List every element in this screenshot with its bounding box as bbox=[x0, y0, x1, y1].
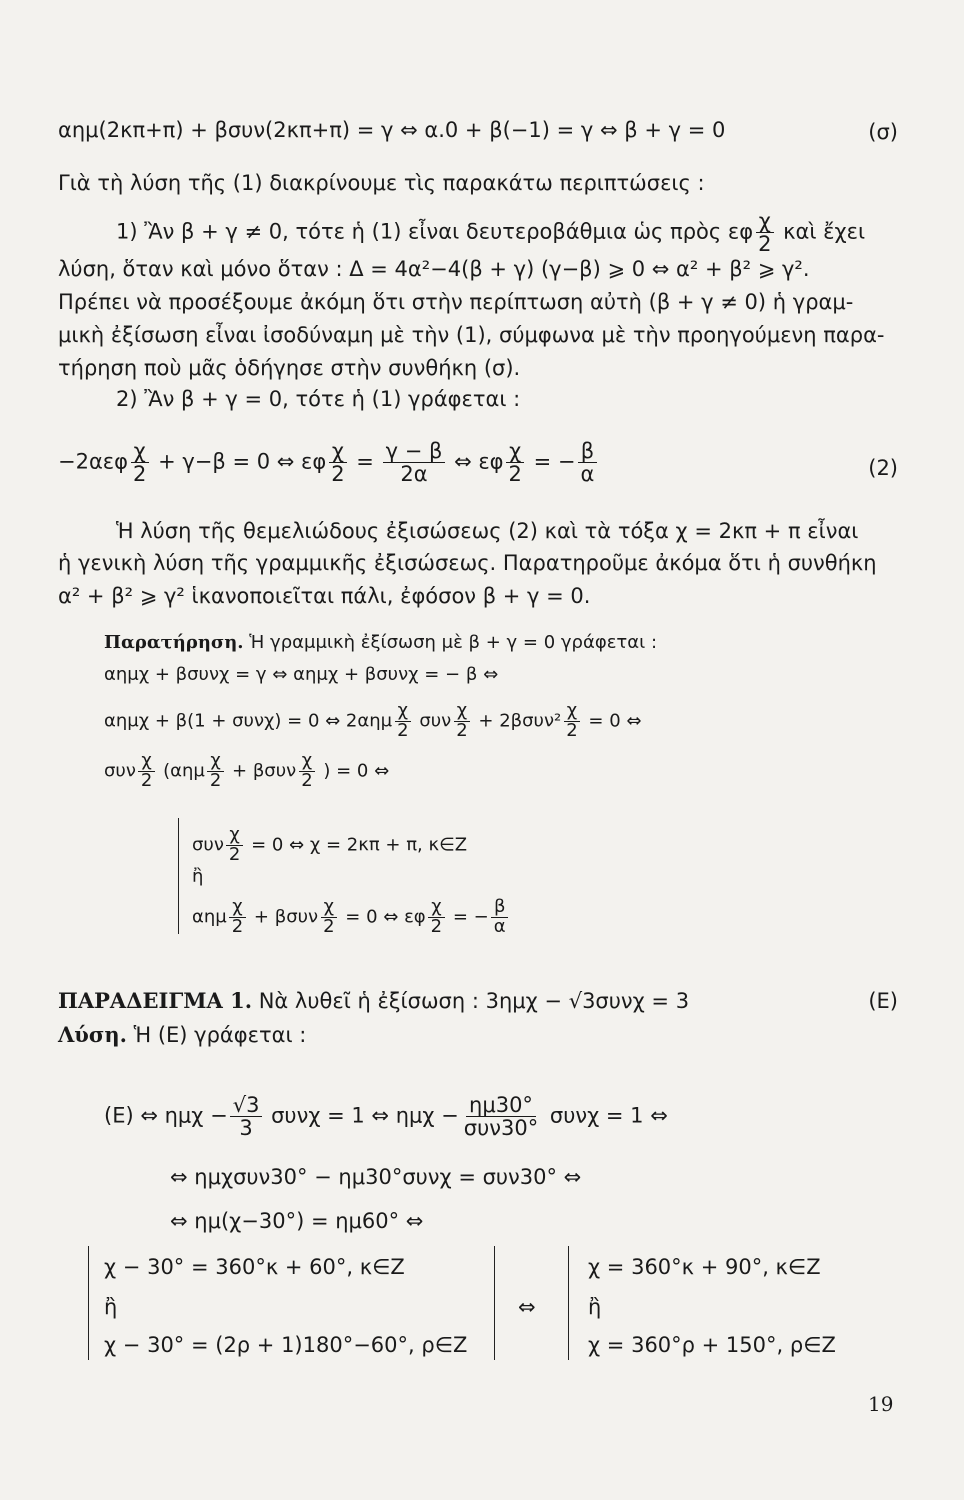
example-heading: ΠΑΡΑΔΕΙΓΜΑ 1. Νὰ λυθεῖ ἡ ἐξίσωση : 3ημχ − √3συνχ = 3 bbox=[58, 988, 690, 1013]
paragraph-line: λύση, ὅταν καὶ μόνο ὅταν : Δ = 4α²−4(β + γ) (γ−β) ⩾ 0 ⇔ α² + β² ⩾ γ². bbox=[58, 257, 810, 281]
case-2-line: 2) Ἂν β + γ = 0, τότε ἡ (1) γράφεται : bbox=[116, 387, 521, 411]
equation-text: αημ(2κπ+π) + βσυν(2κπ+π) = γ ⇔ α.0 + β(−1) = γ ⇔ β + γ = 0 bbox=[58, 118, 726, 142]
fraction: $\frac{\chi}{2}$ bbox=[428, 898, 445, 937]
fraction: $\frac{\beta}{\alpha}$ bbox=[577, 440, 597, 485]
system-line: συν $\frac{\chi}{2}$ = 0 ⇔ χ = 2κπ + π, κ∈Z bbox=[192, 824, 468, 865]
equation-2: −2αεφ $\frac{\chi}{2}$ + γ−β = 0 ⇔ εφ $\frac{\chi}{2}$ = $\frac{\gamma - \beta}{2\alpha}$ ⇔ εφ $\frac{\chi}{2}$ = − $\frac{\beta}{\alpha}$ bbox=[58, 440, 599, 485]
paragraph-line: α² + β² ⩾ γ² ἱκανοποιεῖται πάλι, ἐφόσον β + γ = 0. bbox=[58, 584, 591, 608]
fraction: $\frac{\chi}{2}$ bbox=[298, 752, 315, 791]
page-number: 19 bbox=[868, 1392, 894, 1416]
fraction: $\frac{√3}{3}$ bbox=[230, 1094, 263, 1139]
equation-line bbox=[58, 117, 725, 143]
remark-equation: αημχ + βσυνχ = γ ⇔ αημχ + βσυνχ = − β ⇔ bbox=[104, 664, 499, 685]
equation-tag: (2) bbox=[868, 456, 898, 480]
remark-equation: αημχ + β(1 + συνχ) = 0 ⇔ 2αημ $\frac{\chi}{2}$ συν $\frac{\chi}{2}$ + 2βσυν² $\frac{\chi}{2}$ = 0 ⇔ bbox=[104, 700, 642, 741]
final-system-line: χ = 360°κ + 90°, κ∈Z bbox=[588, 1255, 821, 1279]
equation-tag: (E) bbox=[868, 989, 898, 1013]
remark-heading: Παρατήρηση. Ἡ γραμμικὴ ἐξίσωση μὲ β + γ = 0 γράφεται : bbox=[104, 632, 658, 653]
fraction: $\frac{\gamma - \beta}{2\alpha}$ bbox=[383, 440, 446, 485]
system-brace bbox=[178, 818, 179, 934]
fraction: $\frac{\chi}{2}$ bbox=[229, 898, 246, 937]
paragraph-line: τήρηση ποὺ μᾶς ὁδήγησε στὴν συνθήκη (σ). bbox=[58, 356, 521, 380]
case-1-line: 1) Ἂν β + γ ≠ 0, τότε ἡ (1) εἶναι δευτεροβάθμια ὡς πρὸς εφ $\frac{\chi}{2}$ καὶ ἔχει bbox=[116, 209, 866, 257]
solution-equation: ⇔ ημχσυν30° − ημ30°συνχ = συν30° ⇔ bbox=[170, 1165, 582, 1189]
system-line: ἢ bbox=[192, 866, 204, 887]
paragraph-line: Γιὰ τὴ λύση τῆς (1) διακρίνουμε τὶς παρακάτω περιπτώσεις : bbox=[58, 171, 705, 195]
fraction: $\frac{\chi}{2}$ bbox=[563, 702, 580, 741]
left-system-brace bbox=[88, 1246, 89, 1360]
solution-equation: ⇔ ημ(χ−30°) = ημ60° ⇔ bbox=[170, 1209, 424, 1233]
final-system-line: ἢ bbox=[104, 1295, 118, 1319]
fraction: $\frac{\eta\mu 30^\circ}{\text{συν30°}}$ bbox=[463, 1093, 539, 1141]
right-system-brace bbox=[568, 1246, 569, 1360]
final-system-line: χ = 360°ρ + 150°, ρ∈Z bbox=[588, 1333, 836, 1357]
fraction: $\frac{\chi}{2}$ bbox=[130, 440, 149, 485]
fraction: $\frac{\chi}{2}$ bbox=[328, 440, 347, 485]
paragraph-line: μικὴ ἐξίσωση εἶναι ἰσοδύναμη μὲ τὴν (1), σύμφωνα μὲ τὴν προηγούμενη παρα- bbox=[58, 323, 885, 347]
solution-heading: Λύση. Ἡ (Ε) γράφεται : bbox=[58, 1022, 307, 1047]
solution-equation: (Ε) ⇔ ημχ − $\frac{√3}{3}$ συνχ = 1 ⇔ ημχ − $\frac{\eta\mu 30^\circ}{\text{συν30°}}$ συνχ = 1 ⇔ bbox=[104, 1093, 668, 1141]
final-system-line: χ − 30° = (2ρ + 1)180°−60°, ρ∈Z bbox=[104, 1333, 468, 1357]
paragraph-line: Ἡ λύση τῆς θεμελιώδους ἐξισώσεως (2) καὶ τὰ τόξα χ = 2κπ + π εἶναι bbox=[116, 519, 859, 543]
fraction: $\frac{\chi}{2}$ bbox=[207, 752, 224, 791]
fraction: $\frac{\chi}{2}$ bbox=[138, 752, 155, 791]
fraction: $\frac{\chi}{2}$ bbox=[226, 826, 243, 865]
left-system-brace-right bbox=[494, 1246, 495, 1360]
fraction: $\frac{\chi}{2}$ bbox=[755, 210, 774, 255]
equation-tag: (σ) bbox=[868, 120, 898, 144]
paragraph-line: Πρέπει νὰ προσέξουμε ἀκόμη ὅτι στὴν περίπτωση αὐτὴ (β + γ ≠ 0) ἡ γραμ- bbox=[58, 290, 854, 314]
fraction: $\frac{\beta}{\alpha}$ bbox=[491, 898, 509, 937]
fraction: $\frac{\chi}{2}$ bbox=[506, 440, 525, 485]
equivalence-arrow: ⇔ bbox=[518, 1295, 536, 1319]
fraction: $\frac{\chi}{2}$ bbox=[320, 898, 337, 937]
system-line: αημ $\frac{\chi}{2}$ + βσυν $\frac{\chi}{2}$ = 0 ⇔ εφ $\frac{\chi}{2}$ = − $\frac{\beta}{\alpha}$ bbox=[192, 898, 511, 937]
paragraph-line: ἡ γενικὴ λύση τῆς γραμμικῆς ἐξισώσεως. Παρατηροῦμε ἀκόμα ὅτι ἡ συνθήκη bbox=[58, 551, 877, 575]
remark-equation: συν $\frac{\chi}{2}$ (αημ $\frac{\chi}{2}$ + βσυν $\frac{\chi}{2}$ ) = 0 ⇔ bbox=[104, 750, 390, 791]
fraction: $\frac{\chi}{2}$ bbox=[394, 702, 411, 741]
final-system-line: χ − 30° = 360°κ + 60°, κ∈Z bbox=[104, 1255, 405, 1279]
final-system-line: ἢ bbox=[588, 1295, 602, 1319]
fraction: $\frac{\chi}{2}$ bbox=[453, 702, 470, 741]
